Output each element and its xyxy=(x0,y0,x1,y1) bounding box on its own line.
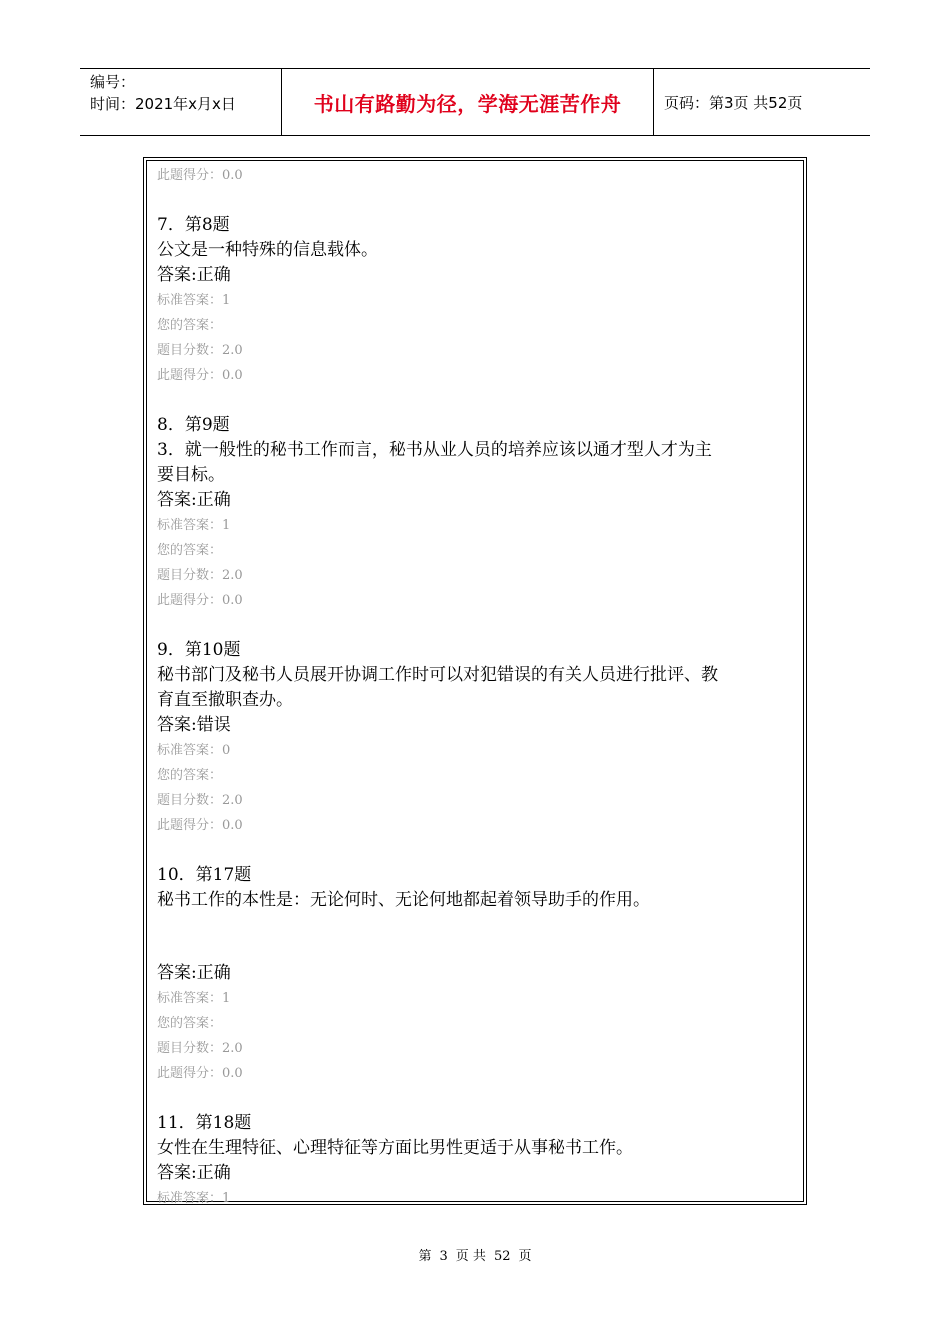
question-answer: 答案:正确 xyxy=(157,963,231,983)
footer-mid: 页 共 xyxy=(455,1249,486,1264)
question-title: 7．第8题 xyxy=(157,215,230,235)
question-text: 秘书工作的本性是：无论何时、无论何地都起着领导助手的作用。 xyxy=(157,890,650,910)
question-text: 公文是一种特殊的信息载体。 xyxy=(157,240,378,260)
header-motto-cell xyxy=(282,69,654,135)
question-text: 3．就一般性的秘书工作而言，秘书从业人员的培养应该以通才型人才为主 xyxy=(157,440,712,460)
page-header xyxy=(80,68,870,136)
question-points: 题目分数：2.0 xyxy=(157,1041,243,1056)
question-answer: 答案:正确 xyxy=(157,1163,231,1183)
content-box xyxy=(143,157,807,1205)
page-info: 页码：第3页 共52页 xyxy=(664,93,803,112)
question-title: 8．第9题 xyxy=(157,415,230,435)
standard-answer: 标准答案：1 xyxy=(157,991,231,1006)
motto: 书山有路勤为径，学海无涯苦作舟 xyxy=(313,91,622,116)
standard-answer: 标准答案：1 xyxy=(157,293,231,308)
question-answer: 答案:错误 xyxy=(157,715,231,735)
your-answer: 您的答案： xyxy=(157,768,223,783)
question-answer: 答案:正确 xyxy=(157,265,231,285)
footer-prefix: 第 xyxy=(418,1249,432,1264)
footer-page: 3 xyxy=(439,1249,448,1264)
question-points: 题目分数：2.0 xyxy=(157,793,243,808)
question-score: 此题得分：0.0 xyxy=(157,368,243,383)
question-title: 11．第18题 xyxy=(157,1113,252,1133)
question-score: 此题得分：0.0 xyxy=(157,1066,243,1081)
code-label: 编号： xyxy=(90,73,136,91)
question-item xyxy=(157,1111,791,1205)
your-answer: 您的答案： xyxy=(157,1016,223,1031)
header-info xyxy=(80,69,282,135)
footer-suffix: 页 xyxy=(518,1249,532,1264)
question-item xyxy=(157,413,791,613)
your-answer: 您的答案： xyxy=(157,318,223,333)
page-footer xyxy=(0,1245,950,1264)
question-item xyxy=(157,863,791,1086)
question-list xyxy=(157,163,791,1205)
question-text: 育直至撤职查办。 xyxy=(157,690,293,710)
question-title: 10．第17题 xyxy=(157,865,252,885)
question-text: 要目标。 xyxy=(157,465,225,485)
top-score: 此题得分：0.0 xyxy=(157,168,243,183)
question-points: 题目分数：2.0 xyxy=(157,568,243,583)
question-answer: 答案:正确 xyxy=(157,490,231,510)
your-answer: 您的答案： xyxy=(157,543,223,558)
question-item xyxy=(157,213,791,388)
question-text: 秘书部门及秘书人员展开协调工作时可以对犯错误的有关人员进行批评、教 xyxy=(157,665,718,685)
question-score: 此题得分：0.0 xyxy=(157,593,243,608)
question-item xyxy=(157,638,791,838)
standard-answer: 标准答案：0 xyxy=(157,743,231,758)
standard-answer: 标准答案：1 xyxy=(157,1191,231,1205)
question-text: 女性在生理特征、心理特征等方面比男性更适于从事秘书工作。 xyxy=(157,1138,633,1158)
footer-total: 52 xyxy=(493,1249,511,1264)
question-title: 9．第10题 xyxy=(157,640,241,660)
standard-answer: 标准答案：1 xyxy=(157,518,231,533)
time-label: 时间：2021年x月x日 xyxy=(90,95,236,113)
question-points: 题目分数：2.0 xyxy=(157,343,243,358)
question-score: 此题得分：0.0 xyxy=(157,818,243,833)
